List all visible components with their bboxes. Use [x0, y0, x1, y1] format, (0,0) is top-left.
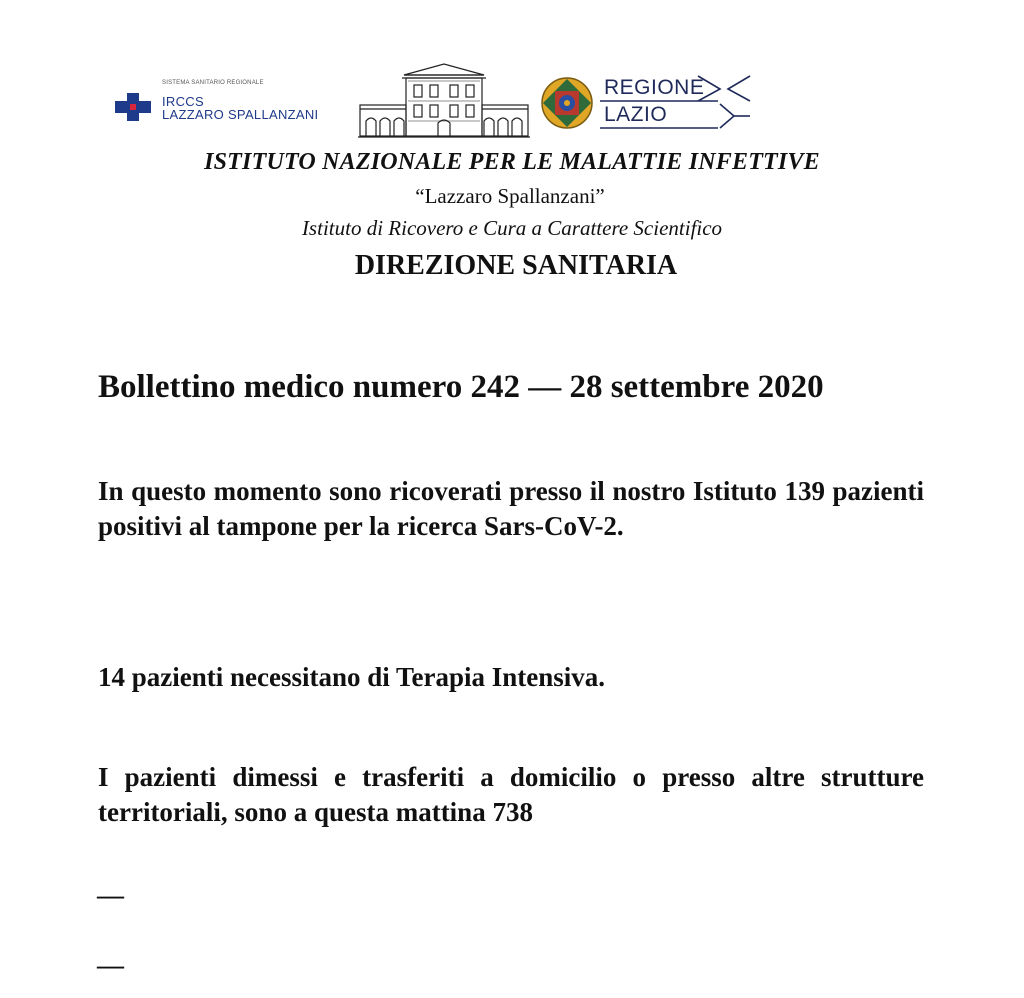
institute-short-name: “Lazzaro Spallanzani” — [415, 184, 605, 208]
bulletin-paragraph-discharged: I pazienti dimessi e trasferiti a domicilio o presso altre strutture territoriali, sono a questa mattina 738 — [98, 762, 924, 827]
irccs-logo-line1: IRCCS — [162, 94, 204, 109]
irccs-logo-subtitle: SISTEMA SANITARIO REGIONALE — [162, 80, 264, 86]
medical-cross-icon — [114, 92, 152, 122]
bulletin-paragraph-intensive-care: 14 pazienti necessitano di Terapia Intensiva. — [98, 662, 606, 692]
regione-lazio-word2: LAZIO — [604, 103, 668, 126]
irccs-logo — [112, 80, 342, 130]
institute-subtitle: Istituto di Ricovero e Cura a Carattere Scientifico — [301, 216, 723, 240]
building-engraving-icon — [358, 63, 530, 139]
department-heading: DIREZIONE SANITARIA — [354, 250, 678, 281]
regione-lazio-emblem-icon — [540, 76, 594, 130]
irccs-logo-line2: LAZZARO SPALLANZANI — [162, 107, 319, 122]
regione-lazio-logo — [600, 74, 755, 134]
separator-dash: — — [97, 950, 124, 980]
bulletin-paragraph-hospitalized: In questo momento sono ricoverati presso il nostro Istituto 139 pazienti positivi al tampone per la ricerca Sars-CoV-2. — [98, 476, 924, 541]
regione-lazio-word1: REGIONE — [604, 76, 705, 99]
institute-name: ISTITUTO NAZIONALE PER LE MALATTIE INFETTIVE — [204, 149, 820, 175]
bulletin-title: Bollettino medico numero 242 — 28 settembre 2020 — [98, 369, 824, 405]
separator-dash: — — [97, 880, 124, 910]
